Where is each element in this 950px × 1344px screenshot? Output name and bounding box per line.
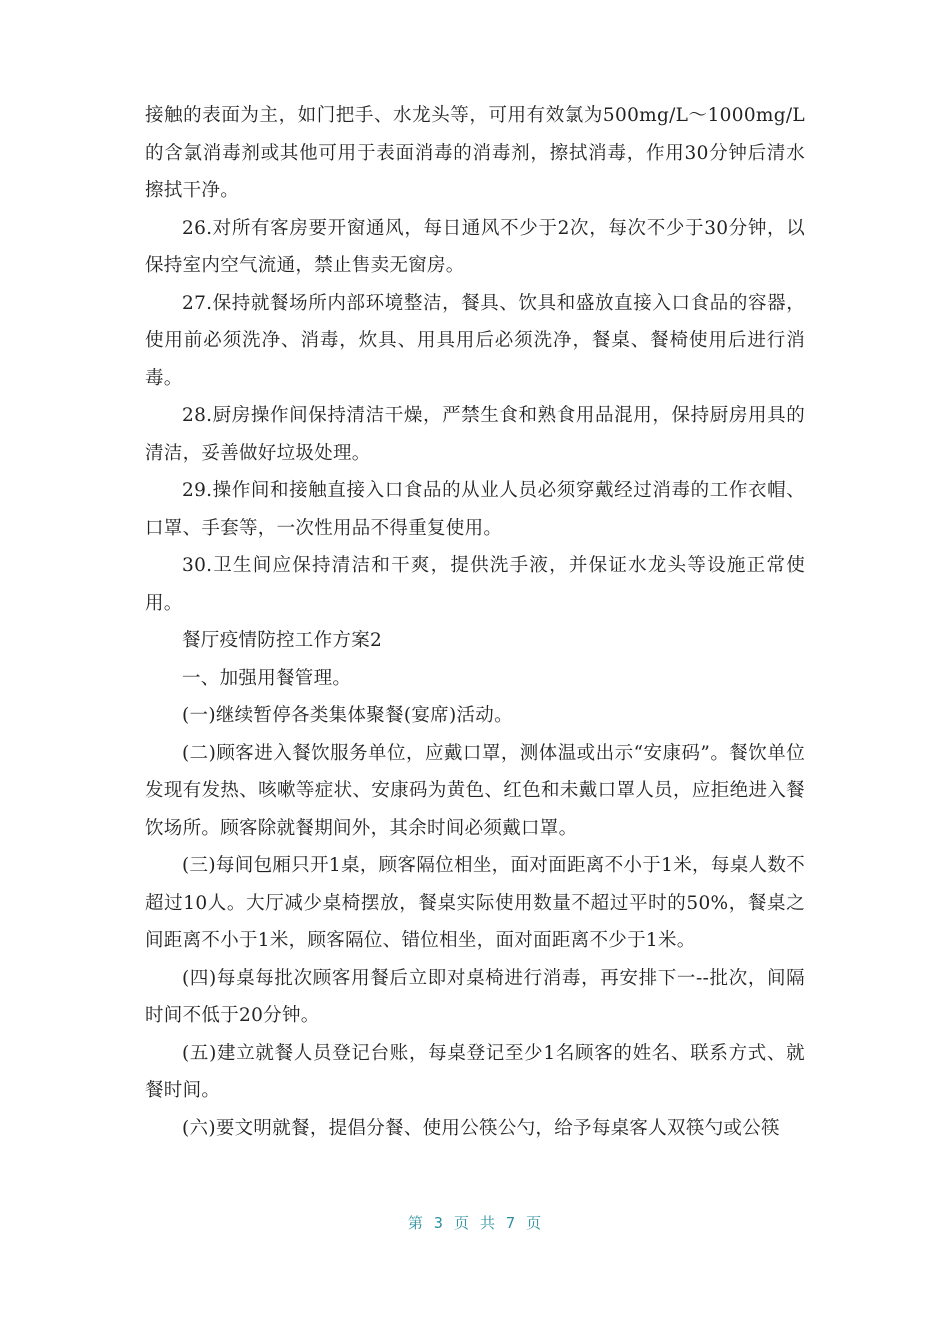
section-heading-1: 一、加强用餐管理。 — [182, 667, 352, 689]
paragraph-item-30: 30.卫生间应保持清洁和干爽，提供洗手液，并保证水龙头等设施正常使用。 — [145, 555, 805, 614]
paragraph-continuation: 接触的表面为主，如门把手、水龙头等，可用有效氯为500mg/L～1000mg/L的含氯消毒剂或其他可用于表面消毒的消毒剂，擦拭消毒，作用30分钟后清水擦拭干净。 — [145, 105, 805, 201]
section-title: 餐厅疫情防控工作方案2 — [182, 630, 383, 651]
paragraph-sub-4: (四)每桌每批次顾客用餐后立即对桌椅进行消毒，再安排下一--批次，间隔时间不低于20分钟。 — [145, 967, 805, 1026]
paragraph-sub-3: (三)每间包厢只开1桌，顾客隔位相坐，面对面距离不小于1米，每桌人数不超过10人。大厅减少桌椅摆放，餐桌实际使用数量不超过平时的50%，餐桌之间距离不小于1米，顾客隔位、错位相坐，面对面距离不少于1米。 — [145, 855, 805, 951]
paragraph-item-28: 28.厨房操作间保持清洁干燥，严禁生食和熟食用品混用，保持厨房用具的清洁，妥善做好垃圾处理。 — [145, 405, 805, 464]
page-number-footer: 第 3 页 共 7 页 — [407, 1214, 543, 1232]
paragraph-sub-6: (六)要文明就餐，提倡分餐、使用公筷公勺，给予每桌客人双筷勺或公筷 — [182, 1117, 780, 1139]
paragraph-item-26: 26.对所有客房要开窗通风，每日通风不少于2次，每次不少于30分钟，以保持室内空气流通，禁止售卖无窗房。 — [145, 217, 805, 276]
paragraph-sub-1: (一)继续暂停各类集体聚餐(宴席)活动。 — [182, 705, 513, 726]
paragraph-item-27: 27.保持就餐场所内部环境整洁，餐具、饮具和盛放直接入口食品的容器，使用前必须洗净、消毒，炊具、用具用后必须洗净，餐桌、餐椅使用后进行消毒。 — [145, 292, 805, 389]
paragraph-sub-5: (五)建立就餐人员登记台账，每桌登记至少1名顾客的姓名、联系方式、就餐时间。 — [145, 1042, 805, 1101]
paragraph-item-29: 29.操作间和接触直接入口食品的从业人员必须穿戴经过消毒的工作衣帽、口罩、手套等，一次性用品不得重复使用。 — [145, 480, 805, 539]
document-body — [145, 97, 805, 1147]
paragraph-sub-2: (二)顾客进入餐饮服务单位，应戴口罩，测体温或出示“安康码”。餐饮单位发现有发热、咳嗽等症状、安康码为黄色、红色和未戴口罩人员，应拒绝进入餐饮场所。顾客除就餐期间外，其余时间必须戴口罩。 — [145, 742, 805, 839]
